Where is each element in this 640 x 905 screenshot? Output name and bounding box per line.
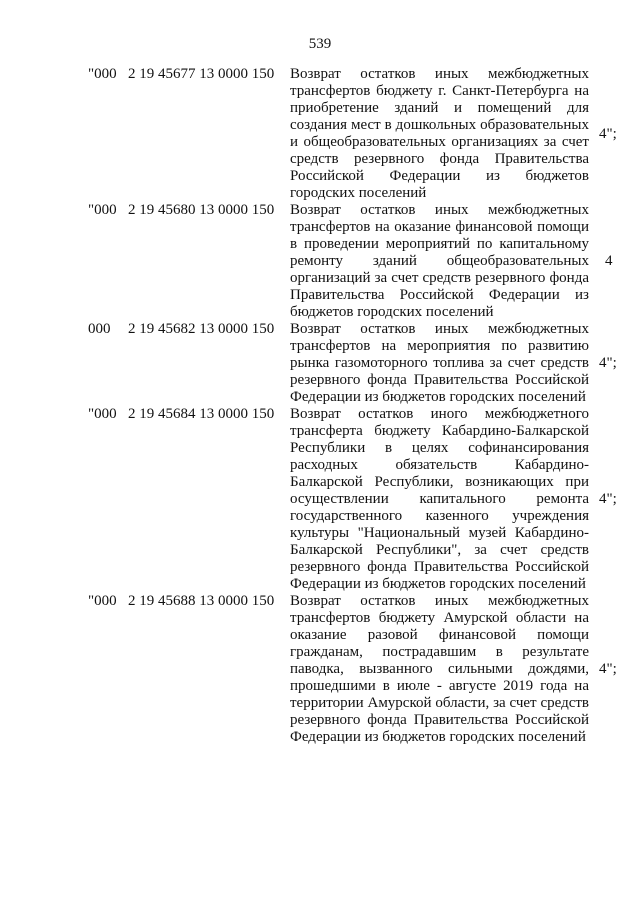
budget-entry xyxy=(88,202,628,321)
entry-suffix: 4"; xyxy=(599,491,617,507)
budget-classification-code: 2 19 45688 13 0000 150 xyxy=(128,593,275,609)
entry-description: Возврат остатков иных межбюджетных трансфертов бюджету г. Санкт-Петербурга на приобретение зданий и помещений для создания мест в дошкольных образовательных и общеобразовательных организациях за счет средств резервного фонда Правительства Российской Федерации из бюджетов городских поселений xyxy=(290,66,589,201)
budget-classification-code: 2 19 45684 13 0000 150 xyxy=(128,406,275,422)
entry-description: Возврат остатков иных межбюджетных трансфертов на оказание финансовой помощи в проведении мероприятий по капитальному ремонту зданий общеобразовательных организаций за счет средств резервного фонда Правительства Российской Федерации из бюджетов городских поселений xyxy=(290,202,589,320)
entry-prefix: "000 xyxy=(88,593,117,609)
budget-classification-code: 2 19 45682 13 0000 150 xyxy=(128,321,275,337)
budget-entry xyxy=(88,406,628,593)
entry-suffix: 4"; xyxy=(599,125,617,142)
entry-prefix: 000 xyxy=(88,321,111,337)
budget-code-list xyxy=(88,66,628,746)
page-number: 539 xyxy=(308,36,332,52)
budget-entry xyxy=(88,66,628,202)
budget-classification-code: 2 19 45677 13 0000 150 xyxy=(128,66,275,82)
entry-description: Возврат остатков иных межбюджетных трансфертов бюджету Амурской области на оказание разовой финансовой помощи гражданам, пострадавшим в результате паводка, вызванного сильными дождями, прошедшими в июле - августе 2019 года на территории Амурской области, за счет средств резервного фонда Правительства Российской Федерации из бюджетов городских поселений xyxy=(290,593,589,745)
entry-suffix: 4"; xyxy=(599,661,617,677)
budget-classification-code: 2 19 45680 13 0000 150 xyxy=(128,202,275,218)
entry-suffix: 4 xyxy=(605,253,613,269)
budget-entry xyxy=(88,593,628,746)
entry-description: Возврат остатков иных межбюджетных трансфертов на мероприятия по развитию рынка газомоторного топлива за счет средств резервного фонда Правительства Российской Федерации из бюджетов городских поселений xyxy=(290,321,589,405)
entry-prefix: "000 xyxy=(88,66,117,82)
entry-suffix: 4"; xyxy=(599,355,617,371)
entry-description: Возврат остатков иного межбюджетного трансферта бюджету Кабардино-Балкарской Республики в целях софинансирования расходных обязательств Кабардино-Балкарской Республики, возникающих при осуществлении капитального ремонта государственного казенного учреждения культуры "Национальный музей Кабардино-Балкарской Республики", за счет средств резервного фонда Правительства Российской Федерации из бюджетов городских поселений xyxy=(290,406,589,592)
entry-prefix: "000 xyxy=(88,406,117,422)
entry-prefix: "000 xyxy=(88,202,117,218)
budget-entry xyxy=(88,321,628,406)
